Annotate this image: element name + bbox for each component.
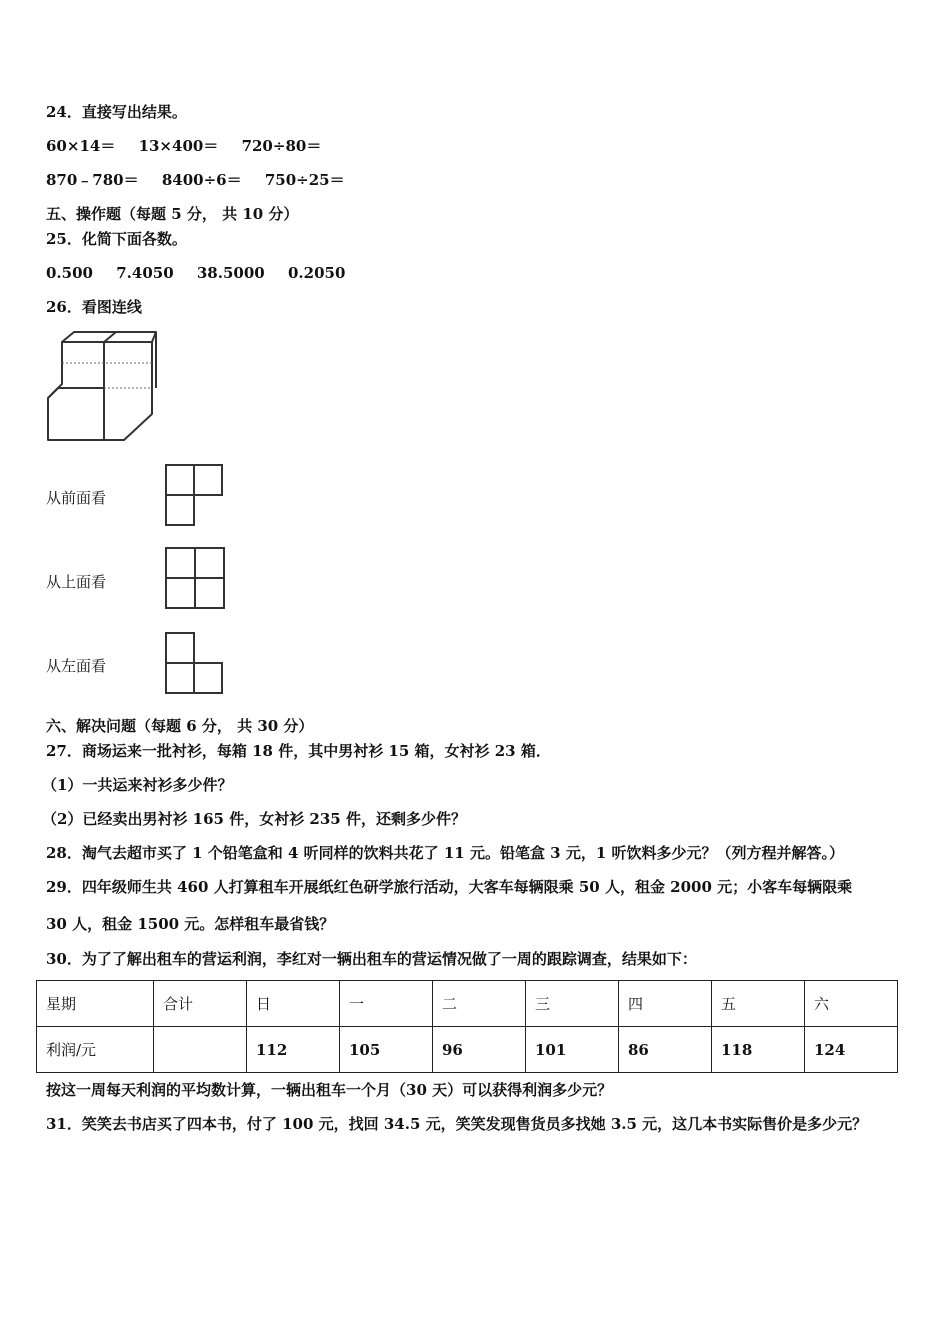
section5-title: 五、操作题（每题 5 分， 共 10 分）: [46, 205, 299, 223]
top-view-figure: [162, 544, 228, 612]
q25-number: 0.500: [46, 264, 93, 282]
view-front-label: 从前面看: [46, 489, 107, 507]
q24-item: 13×400＝: [138, 137, 219, 155]
table-row: [37, 1027, 898, 1073]
q24-row-2: [46, 170, 363, 190]
q30-text: 30．为了了解出租车的营运利润，李红对一辆出租车的营运情况做了一周的跟踪调查，结果如下：: [46, 950, 697, 968]
q25-number: 38.5000: [196, 264, 265, 282]
table-cell: 合计: [154, 981, 247, 1027]
table-header-row: [37, 981, 898, 1027]
table-cell: 四: [619, 981, 712, 1027]
table-cell: 二: [433, 981, 526, 1027]
q30-question: 按这一周每天利润的平均数计算，一辆出租车一个月（30 天）可以获得利润多少元？: [46, 1081, 613, 1099]
cube-solid-figure: [44, 328, 160, 448]
view-left-label: 从左面看: [46, 657, 107, 675]
table-cell: 105: [340, 1027, 433, 1073]
q24-item: 720÷80＝: [241, 137, 322, 155]
q24-item: 870﹣780＝: [46, 171, 139, 189]
q24-title: 24．直接写出结果。: [46, 103, 187, 121]
q24-item: 750÷25＝: [264, 171, 345, 189]
table-cell: 一: [340, 981, 433, 1027]
table-cell: 96: [433, 1027, 526, 1073]
table-cell: 118: [712, 1027, 805, 1073]
q25-title: 25．化简下面各数。: [46, 230, 187, 248]
table-cell: 三: [526, 981, 619, 1027]
q24-row-1: [46, 136, 339, 156]
q29-line-2: 30 人，租金 1500 元。怎样租车最省钱？: [46, 915, 335, 933]
q25-number: 0.2050: [287, 264, 346, 282]
q24-item: 60×14＝: [46, 137, 116, 155]
view-top-label: 从上面看: [46, 573, 107, 591]
profit-table: [36, 980, 898, 1073]
table-cell: 112: [247, 1027, 340, 1073]
table-cell: 六: [805, 981, 898, 1027]
front-view-figure: [162, 462, 226, 530]
section6-title: 六、解决问题（每题 6 分， 共 30 分）: [46, 717, 314, 735]
table-cell: 日: [247, 981, 340, 1027]
q27-text: 27．商场运来一批衬衫，每箱 18 件，其中男衬衫 15 箱，女衬衫 23 箱．: [46, 742, 551, 760]
table-cell: 星期: [37, 981, 154, 1027]
table-cell: 124: [805, 1027, 898, 1073]
q25-numbers: [46, 263, 363, 283]
q25-number: 7.4050: [116, 264, 174, 282]
table-cell-total[interactable]: [154, 1027, 247, 1073]
table-cell: 86: [619, 1027, 712, 1073]
q26-title: 26．看图连线: [46, 298, 142, 316]
table-cell: 五: [712, 981, 805, 1027]
q28-text: 28．淘气去超市买了 1 个铅笔盒和 4 听同样的饮料共花了 11 元。铅笔盒 3 元，1 听饮料多少元？（列方程并解答。）: [46, 844, 845, 862]
q27-sub-2: （2）已经卖出男衬衫 165 件，女衬衫 235 件，还剩多少件？: [42, 810, 466, 828]
table-cell: 101: [526, 1027, 619, 1073]
q31-text: 31．笑笑去书店买了四本书，付了 100 元，找回 34.5 元，笑笑发现售货员多找她 3.5 元，这几本书实际售价是多少元？: [46, 1115, 868, 1133]
q27-sub-1: （1）一共运来衬衫多少件？: [42, 776, 233, 794]
q24-item: 8400÷6＝: [161, 171, 242, 189]
table-cell: 利润/元: [37, 1027, 154, 1073]
q29-line-1: 29．四年级师生共 460 人打算租车开展纸红色研学旅行活动，大客车每辆限乘 50 人，租金 2000 元；小客车每辆限乘: [46, 878, 853, 896]
left-view-figure: [162, 630, 226, 698]
